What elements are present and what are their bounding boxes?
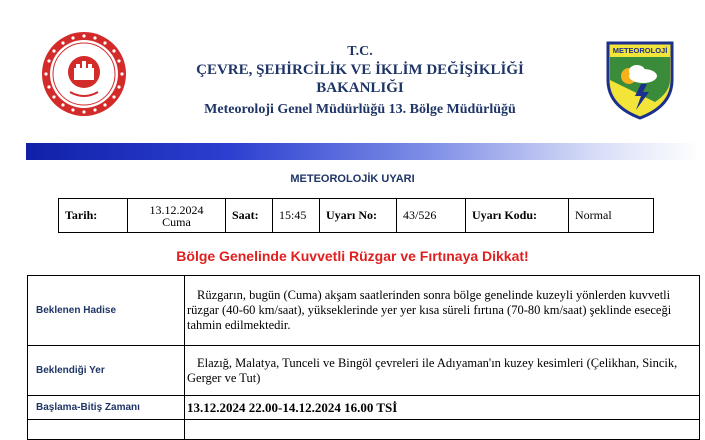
empty-value-cell [185,420,700,440]
header-directorate: Meteoroloji Genel Müdürlüğü 13. Bölge Müdürlüğü [204,102,516,117]
time-label: Saat: [226,199,273,233]
warning-code-value: Normal [569,199,654,233]
header-tc: T.C. [347,44,373,59]
document-title: METEOROLOJİK UYARI [290,173,415,185]
time-value: 15:45 [273,199,320,233]
date-value: 13.12.2024 [149,202,204,217]
warning-no-value: 43/526 [397,199,466,233]
header-ministry-name: ÇEVRE, ŞEHİRCİLİK VE İKLİM DEĞİŞİKLİĞİ [196,62,524,78]
warning-code-label: Uyarı Kodu: [466,199,569,233]
empty-label-cell [28,420,185,440]
header-ministry-word: BAKANLIĞI [316,80,404,96]
warning-info-table [58,198,654,233]
warning-no-label: Uyarı No: [320,199,397,233]
date-cell [128,199,226,233]
place-label: Beklendiği Yer [28,346,185,396]
period-text: 13.12.2024 22.00-14.12.2024 16.00 TSİ [185,396,700,420]
event-label: Beklenen Hadise [28,276,185,346]
place-text: Elazığ, Malatya, Tunceli ve Bingöl çevreleri ile Adıyaman'ın kuzey kesimleri (Çelikhan, Sincik, Gerger ve Tut) [185,346,700,396]
table-row [28,346,700,396]
date-label: Tarih: [59,199,128,233]
day-value: Cuma [162,214,191,229]
table-row [28,276,700,346]
warning-headline: Bölge Genelinde Kuvvetli Rüzgar ve Fırtınaya Dikkat! [176,248,529,264]
period-label: Başlama-Bitiş Zamanı [28,396,185,420]
table-row [28,396,700,420]
meteorology-logo-text: METEOROLOJİ [612,46,668,55]
event-text: Rüzgarın, bugün (Cuma) akşam saatlerinden sonra bölge genelinde kuzeyli yönlerden kuvvetli rüzgar (40-60 km/saat), yükseklerinde yer yer kısa süreli fırtına (70-80 km/saat) şeklinde eseceği tahmin edilmektedir. [185,276,700,346]
ministry-logo [40,30,128,118]
table-row [28,420,700,440]
warning-details-table [27,275,700,440]
meteorology-logo [605,40,675,120]
header-divider-bar [26,143,700,160]
